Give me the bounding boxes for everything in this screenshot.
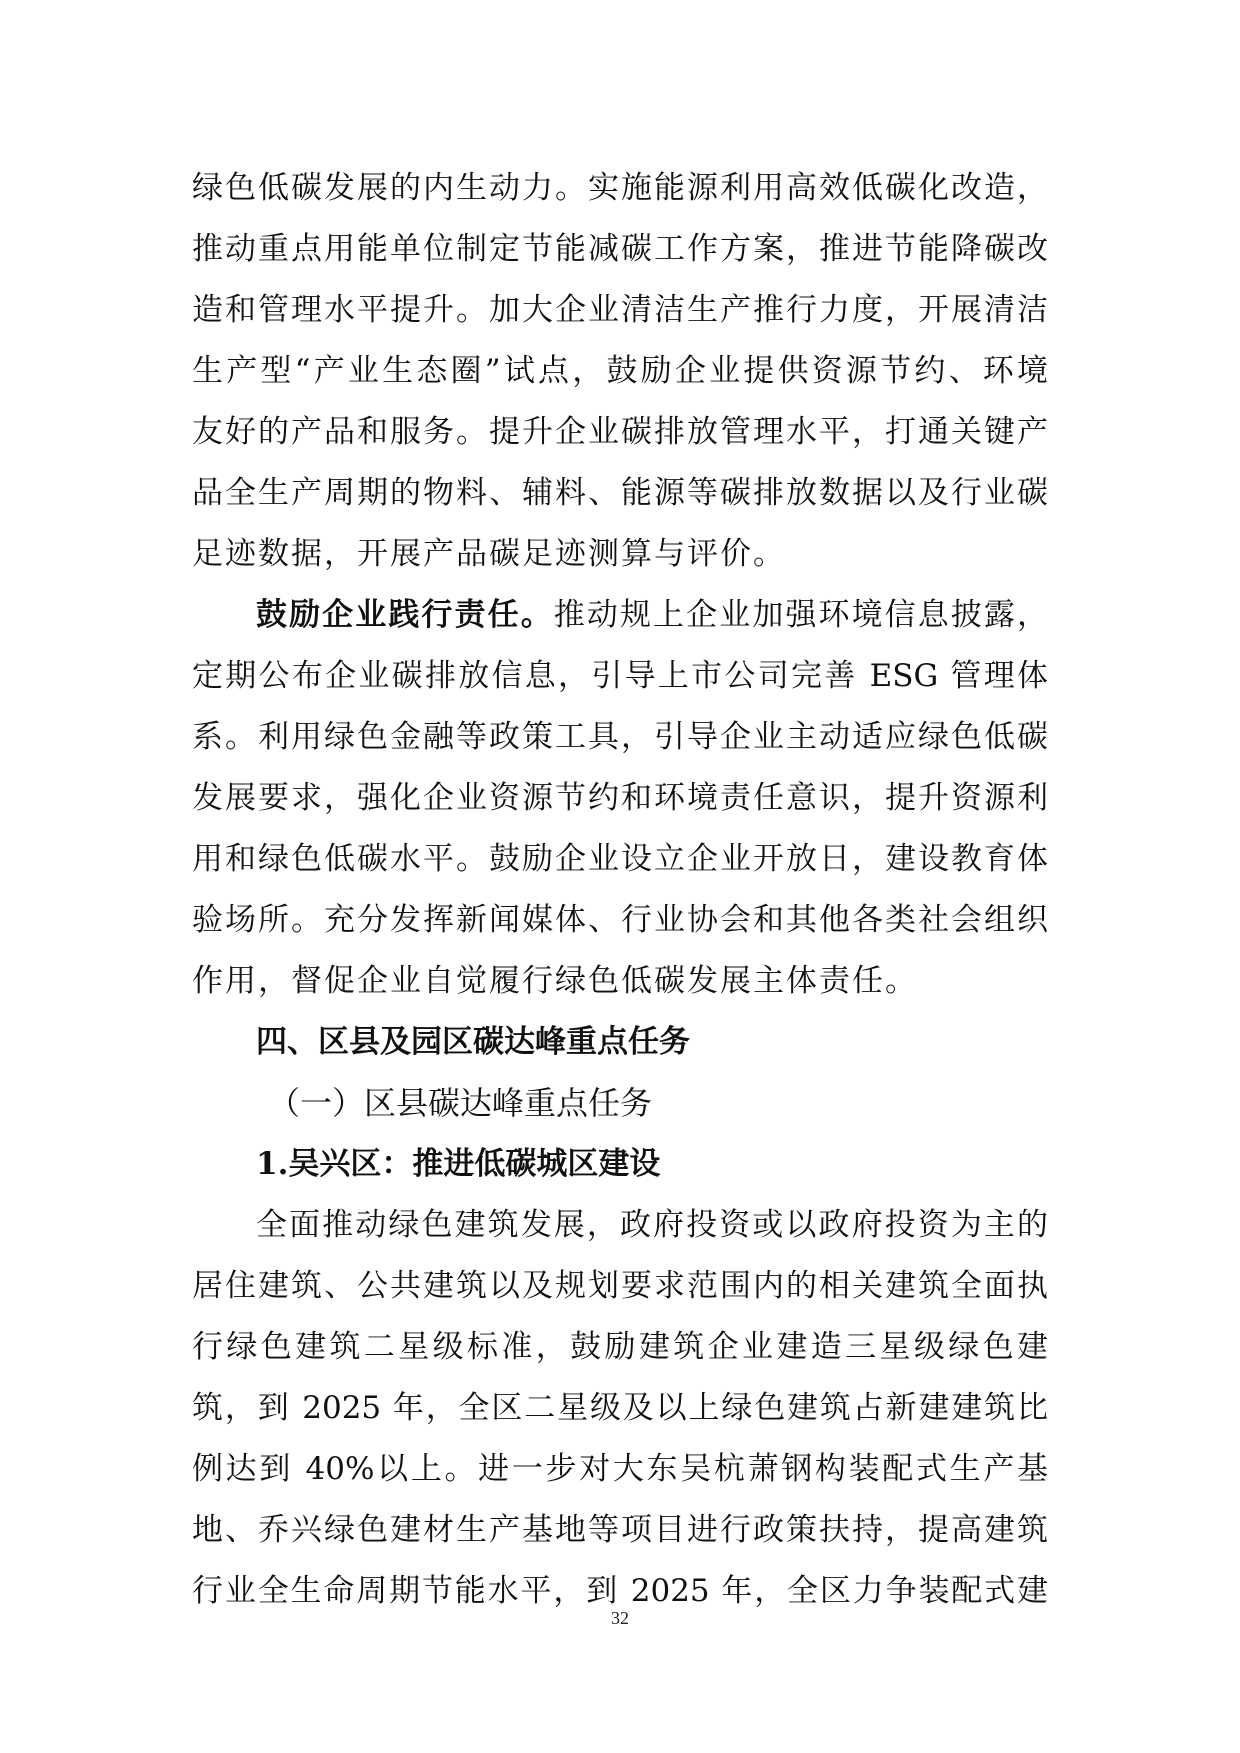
paragraph-2 [192, 585, 1048, 1012]
item-heading: 1.吴兴区：推进低碳城区建设 [256, 1146, 661, 1182]
subsection-heading: （一）区县碳达峰重点任务 [268, 1084, 653, 1122]
text-line: 验场所。充分发挥新闻媒体、行业协会和其他各类社会组织 [192, 902, 1048, 938]
paragraph-1 [192, 158, 1048, 585]
text-line: 品全生产周期的物料、辅料、能源等碳排放数据以及行业碳 [192, 475, 1048, 511]
text-line: 绿色低碳发展的内生动力。实施能源利用高效低碳化改造， [192, 170, 1048, 206]
text-line: 例达到 40%以上。进一步对大东吴杭萧钢构装配式生产基 [192, 1451, 1048, 1487]
text-line: 地、乔兴绿色建材生产基地等项目进行政策扶持，提高建筑 [192, 1512, 1048, 1548]
text-line: 足迹数据，开展产品碳足迹测算与评价。 [192, 536, 786, 572]
section-heading: 四、区县及园区碳达峰重点任务 [256, 1024, 690, 1060]
text-line: 作用，督促企业自觉履行绿色低碳发展主体责任。 [192, 963, 918, 999]
document-body [192, 158, 1048, 1622]
paragraph-lead-rest: 推动规上企业加强环境信息披露， [553, 597, 1049, 633]
text-line [192, 585, 1048, 646]
text-line: 筑，到 2025 年，全区二星级及以上绿色建筑占新建建筑比 [192, 1390, 1048, 1426]
text-line: 造和管理水平提升。加大企业清洁生产推行力度，开展清洁 [192, 292, 1048, 328]
text-line: 用和绿色低碳水平。鼓励企业设立企业开放日，建设教育体 [192, 841, 1048, 877]
text-line: 系。利用绿色金融等政策工具，引导企业主动适应绿色低碳 [192, 719, 1048, 755]
text-line: 全面推动绿色建筑发展，政府投资或以政府投资为主的 [256, 1207, 1048, 1243]
text-line: 定期公布企业碳排放信息，引导上市公司完善 ESG 管理体 [192, 658, 1048, 694]
paragraph-3 [192, 1195, 1048, 1622]
text-line: 行绿色建筑二星级标准，鼓励建筑企业建造三星级绿色建 [192, 1329, 1048, 1365]
text-line: 发展要求，强化企业资源节约和环境责任意识，提升资源利 [192, 780, 1048, 816]
page-number: 32 [611, 1608, 629, 1628]
text-line: 行业全生命周期节能水平，到 2025 年，全区力争装配式建 [192, 1573, 1048, 1609]
text-line: 友好的产品和服务。提升企业碳排放管理水平，打通关键产 [192, 414, 1048, 450]
text-line: 居住建筑、公共建筑以及规划要求范围内的相关建筑全面执 [192, 1268, 1048, 1304]
paragraph-lead: 鼓励企业践行责任。 [256, 597, 554, 633]
text-line: 推动重点用能单位制定节能减碳工作方案，推进节能降碳改 [192, 231, 1048, 267]
text-line: 生产型“产业生态圈”试点，鼓励企业提供资源节约、环境 [192, 353, 1048, 389]
